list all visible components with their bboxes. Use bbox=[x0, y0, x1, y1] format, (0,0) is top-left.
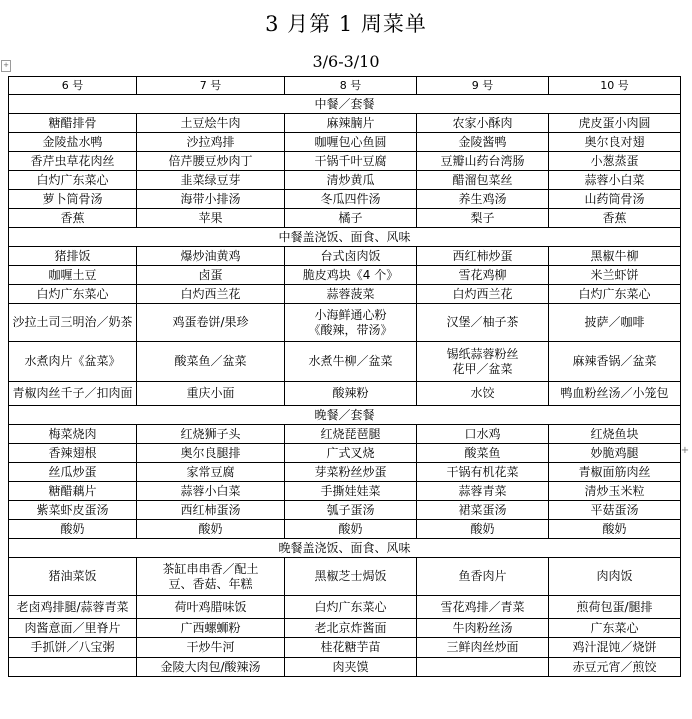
menu-cell: 蒜蓉菠菜 bbox=[285, 285, 417, 304]
menu-cell: 手撕娃娃菜 bbox=[285, 482, 417, 501]
menu-cell: 老卤鸡排腿/蒜蓉青菜 bbox=[9, 596, 137, 619]
menu-cell: 白灼广东菜心 bbox=[549, 285, 681, 304]
table-row bbox=[9, 658, 681, 677]
menu-cell: 奥尔良腿排 bbox=[137, 444, 285, 463]
menu-cell: 青椒肉丝千子／扣肉面 bbox=[9, 382, 137, 406]
menu-cell: 酸奶 bbox=[9, 520, 137, 539]
menu-cell: 冬瓜四件汤 bbox=[285, 190, 417, 209]
table-row bbox=[9, 133, 681, 152]
menu-cell: 养生鸡汤 bbox=[417, 190, 549, 209]
day-header: 7 号 bbox=[137, 77, 285, 95]
menu-cell: 红烧琵琶腿 bbox=[285, 425, 417, 444]
table-row bbox=[9, 152, 681, 171]
menu-cell: 倍芹腰豆炒肉丁 bbox=[137, 152, 285, 171]
menu-cell: 广东菜心 bbox=[549, 619, 681, 638]
menu-cell: 蒜蓉青菜 bbox=[417, 482, 549, 501]
table-row bbox=[9, 266, 681, 285]
menu-cell: 红烧鱼块 bbox=[549, 425, 681, 444]
section-label: 中餐盖浇饭、面食、风味 bbox=[9, 228, 681, 247]
menu-cell: 金陵盐水鸭 bbox=[9, 133, 137, 152]
section-row bbox=[9, 539, 681, 558]
menu-cell: 蒜蓉小白菜 bbox=[549, 171, 681, 190]
menu-cell: 咖喱土豆 bbox=[9, 266, 137, 285]
menu-cell: 丝瓜炒蛋 bbox=[9, 463, 137, 482]
menu-cell: 口水鸡 bbox=[417, 425, 549, 444]
day-header-row bbox=[9, 77, 681, 95]
menu-cell: 鸭血粉丝汤／小笼包 bbox=[549, 382, 681, 406]
menu-cell: 奥尔良对翅 bbox=[549, 133, 681, 152]
menu-cell: 平菇蛋汤 bbox=[549, 501, 681, 520]
section-row bbox=[9, 95, 681, 114]
menu-cell: 老北京炸酱面 bbox=[285, 619, 417, 638]
menu-cell: 肉肉饭 bbox=[549, 558, 681, 596]
menu-cell: 海带小排汤 bbox=[137, 190, 285, 209]
section-row bbox=[9, 228, 681, 247]
table-row bbox=[9, 558, 681, 596]
menu-cell: 广西螺蛳粉 bbox=[137, 619, 285, 638]
menu-cell: 雪花鸡排／青菜 bbox=[417, 596, 549, 619]
table-row bbox=[9, 304, 681, 342]
table-row bbox=[9, 482, 681, 501]
menu-cell: 酸奶 bbox=[285, 520, 417, 539]
menu-cell: 汉堡／柚子茶 bbox=[417, 304, 549, 342]
menu-cell: 麻辣腩片 bbox=[285, 114, 417, 133]
menu-cell: 爆炒油黄鸡 bbox=[137, 247, 285, 266]
menu-cell: 米兰虾饼 bbox=[549, 266, 681, 285]
menu-cell: 沙拉土司三明治／奶茶 bbox=[9, 304, 137, 342]
menu-cell: 紫菜虾皮蛋汤 bbox=[9, 501, 137, 520]
menu-cell: 西红柿蛋汤 bbox=[137, 501, 285, 520]
menu-cell: 沙拉鸡排 bbox=[137, 133, 285, 152]
menu-cell: 酸奶 bbox=[417, 520, 549, 539]
menu-cell: 青椒面筋肉丝 bbox=[549, 463, 681, 482]
day-header: 9 号 bbox=[417, 77, 549, 95]
section-label: 中餐／套餐 bbox=[9, 95, 681, 114]
menu-cell: 白灼西兰花 bbox=[417, 285, 549, 304]
menu-cell: 广式叉烧 bbox=[285, 444, 417, 463]
menu-cell: 咖喱包心鱼圆 bbox=[285, 133, 417, 152]
table-row bbox=[9, 638, 681, 658]
menu-cell: 醋溜包菜丝 bbox=[417, 171, 549, 190]
menu-title: 3 月第 1 周菜单 bbox=[265, 12, 427, 36]
menu-cell: 干炒牛河 bbox=[137, 638, 285, 658]
menu-cell: 瓠子蛋汤 bbox=[285, 501, 417, 520]
menu-cell: 猪油菜饭 bbox=[9, 558, 137, 596]
menu-cell: 煎荷包蛋/腿排 bbox=[549, 596, 681, 619]
table-row bbox=[9, 596, 681, 619]
menu-cell: 梨子 bbox=[417, 209, 549, 228]
table-row bbox=[9, 520, 681, 539]
menu-cell: 水煮牛柳／盆菜 bbox=[285, 342, 417, 382]
section-row bbox=[9, 406, 681, 425]
menu-cell: 三鲜肉丝炒面 bbox=[417, 638, 549, 658]
menu-cell: 茶缸串串香／配土 豆、香菇、年糕 bbox=[137, 558, 285, 596]
menu-cell: 白灼广东菜心 bbox=[9, 285, 137, 304]
menu-cell: 手抓饼／八宝粥 bbox=[9, 638, 137, 658]
menu-cell: 金陵酱鸭 bbox=[417, 133, 549, 152]
menu-cell: 家常豆腐 bbox=[137, 463, 285, 482]
menu-cell: 豆瓣山药台湾肠 bbox=[417, 152, 549, 171]
menu-cell: 酸菜鱼／盆菜 bbox=[137, 342, 285, 382]
day-header: 8 号 bbox=[285, 77, 417, 95]
menu-cell: 蒜蓉小白菜 bbox=[137, 482, 285, 501]
table-row bbox=[9, 501, 681, 520]
add-column-icon[interactable]: + bbox=[680, 445, 690, 456]
menu-cell: 脆皮鸡块《4 个》 bbox=[285, 266, 417, 285]
table-row bbox=[9, 463, 681, 482]
menu-cell: 水煮肉片《盆菜》 bbox=[9, 342, 137, 382]
menu-cell: 赤豆元宵／煎饺 bbox=[549, 658, 681, 677]
menu-cell: 肉夹馍 bbox=[285, 658, 417, 677]
menu-cell: 酸菜鱼 bbox=[417, 444, 549, 463]
menu-cell: 萝卜筒骨汤 bbox=[9, 190, 137, 209]
menu-cell: 香蕉 bbox=[9, 209, 137, 228]
menu-cell: 肉酱意面／里脊片 bbox=[9, 619, 137, 638]
date-range: 3/6-3/10 bbox=[312, 52, 380, 71]
menu-cell: 猪排饭 bbox=[9, 247, 137, 266]
table-row bbox=[9, 342, 681, 382]
menu-cell: 虎皮蛋小肉圆 bbox=[549, 114, 681, 133]
table-row bbox=[9, 619, 681, 638]
menu-cell: 桂花糖芋苗 bbox=[285, 638, 417, 658]
table-row bbox=[9, 171, 681, 190]
menu-cell: 金陵大肉包/酸辣汤 bbox=[137, 658, 285, 677]
menu-cell: 酸奶 bbox=[549, 520, 681, 539]
menu-cell: 干锅千叶豆腐 bbox=[285, 152, 417, 171]
menu-cell: 荷叶鸡腊味饭 bbox=[137, 596, 285, 619]
table-row bbox=[9, 425, 681, 444]
table-row bbox=[9, 209, 681, 228]
day-header: 6 号 bbox=[9, 77, 137, 95]
menu-cell: 鸡蛋卷饼/果珍 bbox=[137, 304, 285, 342]
menu-cell: 白灼广东菜心 bbox=[9, 171, 137, 190]
menu-cell: 卤蛋 bbox=[137, 266, 285, 285]
menu-cell: 苹果 bbox=[137, 209, 285, 228]
menu-cell: 西红柿炒蛋 bbox=[417, 247, 549, 266]
menu-cell: 小葱蒸蛋 bbox=[549, 152, 681, 171]
menu-cell: 香辣翅根 bbox=[9, 444, 137, 463]
menu-cell bbox=[9, 658, 137, 677]
menu-cell: 台式卤肉饭 bbox=[285, 247, 417, 266]
menu-cell: 黑椒牛柳 bbox=[549, 247, 681, 266]
table-row bbox=[9, 114, 681, 133]
menu-cell: 山药筒骨汤 bbox=[549, 190, 681, 209]
menu-cell: 水饺 bbox=[417, 382, 549, 406]
menu-cell: 清炒玉米粒 bbox=[549, 482, 681, 501]
menu-cell: 糖醋排骨 bbox=[9, 114, 137, 133]
section-label: 晚餐盖浇饭、面食、风味 bbox=[9, 539, 681, 558]
table-row bbox=[9, 382, 681, 406]
table-handle-icon[interactable]: + bbox=[1, 60, 11, 72]
menu-cell: 干锅有机花菜 bbox=[417, 463, 549, 482]
menu-cell: 芽菜粉丝炒蛋 bbox=[285, 463, 417, 482]
menu-cell: 小海鲜通心粉 《酸辣，带汤》 bbox=[285, 304, 417, 342]
menu-cell: 裙菜蛋汤 bbox=[417, 501, 549, 520]
table-row bbox=[9, 247, 681, 266]
menu-cell: 红烧狮子头 bbox=[137, 425, 285, 444]
menu-cell: 香蕉 bbox=[549, 209, 681, 228]
menu-cell: 重庆小面 bbox=[137, 382, 285, 406]
menu-cell: 韭菜绿豆芽 bbox=[137, 171, 285, 190]
menu-cell: 白灼西兰花 bbox=[137, 285, 285, 304]
menu-cell: 黑椒芝士焗饭 bbox=[285, 558, 417, 596]
menu-cell: 妙脆鸡腿 bbox=[549, 444, 681, 463]
table-row bbox=[9, 444, 681, 463]
menu-cell: 酸辣粉 bbox=[285, 382, 417, 406]
menu-cell: 鸡汁混饨／烧饼 bbox=[549, 638, 681, 658]
menu-cell: 锡纸蒜蓉粉丝 花甲／盆菜 bbox=[417, 342, 549, 382]
section-label: 晚餐／套餐 bbox=[9, 406, 681, 425]
menu-cell: 酸奶 bbox=[137, 520, 285, 539]
menu-table bbox=[8, 76, 681, 677]
menu-cell: 香芹虫草花肉丝 bbox=[9, 152, 137, 171]
menu-cell bbox=[417, 658, 549, 677]
menu-cell: 牛肉粉丝汤 bbox=[417, 619, 549, 638]
menu-cell: 鱼香肉片 bbox=[417, 558, 549, 596]
menu-cell: 白灼广东菜心 bbox=[285, 596, 417, 619]
menu-cell: 雪花鸡柳 bbox=[417, 266, 549, 285]
table-row bbox=[9, 285, 681, 304]
menu-cell: 橘子 bbox=[285, 209, 417, 228]
menu-cell: 清炒黄瓜 bbox=[285, 171, 417, 190]
menu-cell: 土豆烩牛肉 bbox=[137, 114, 285, 133]
menu-cell: 麻辣香锅／盆菜 bbox=[549, 342, 681, 382]
day-header: 10 号 bbox=[549, 77, 681, 95]
table-row bbox=[9, 190, 681, 209]
menu-cell: 梅菜烧肉 bbox=[9, 425, 137, 444]
menu-cell: 糖醋藕片 bbox=[9, 482, 137, 501]
menu-cell: 农家小酥肉 bbox=[417, 114, 549, 133]
menu-cell: 披萨／咖啡 bbox=[549, 304, 681, 342]
